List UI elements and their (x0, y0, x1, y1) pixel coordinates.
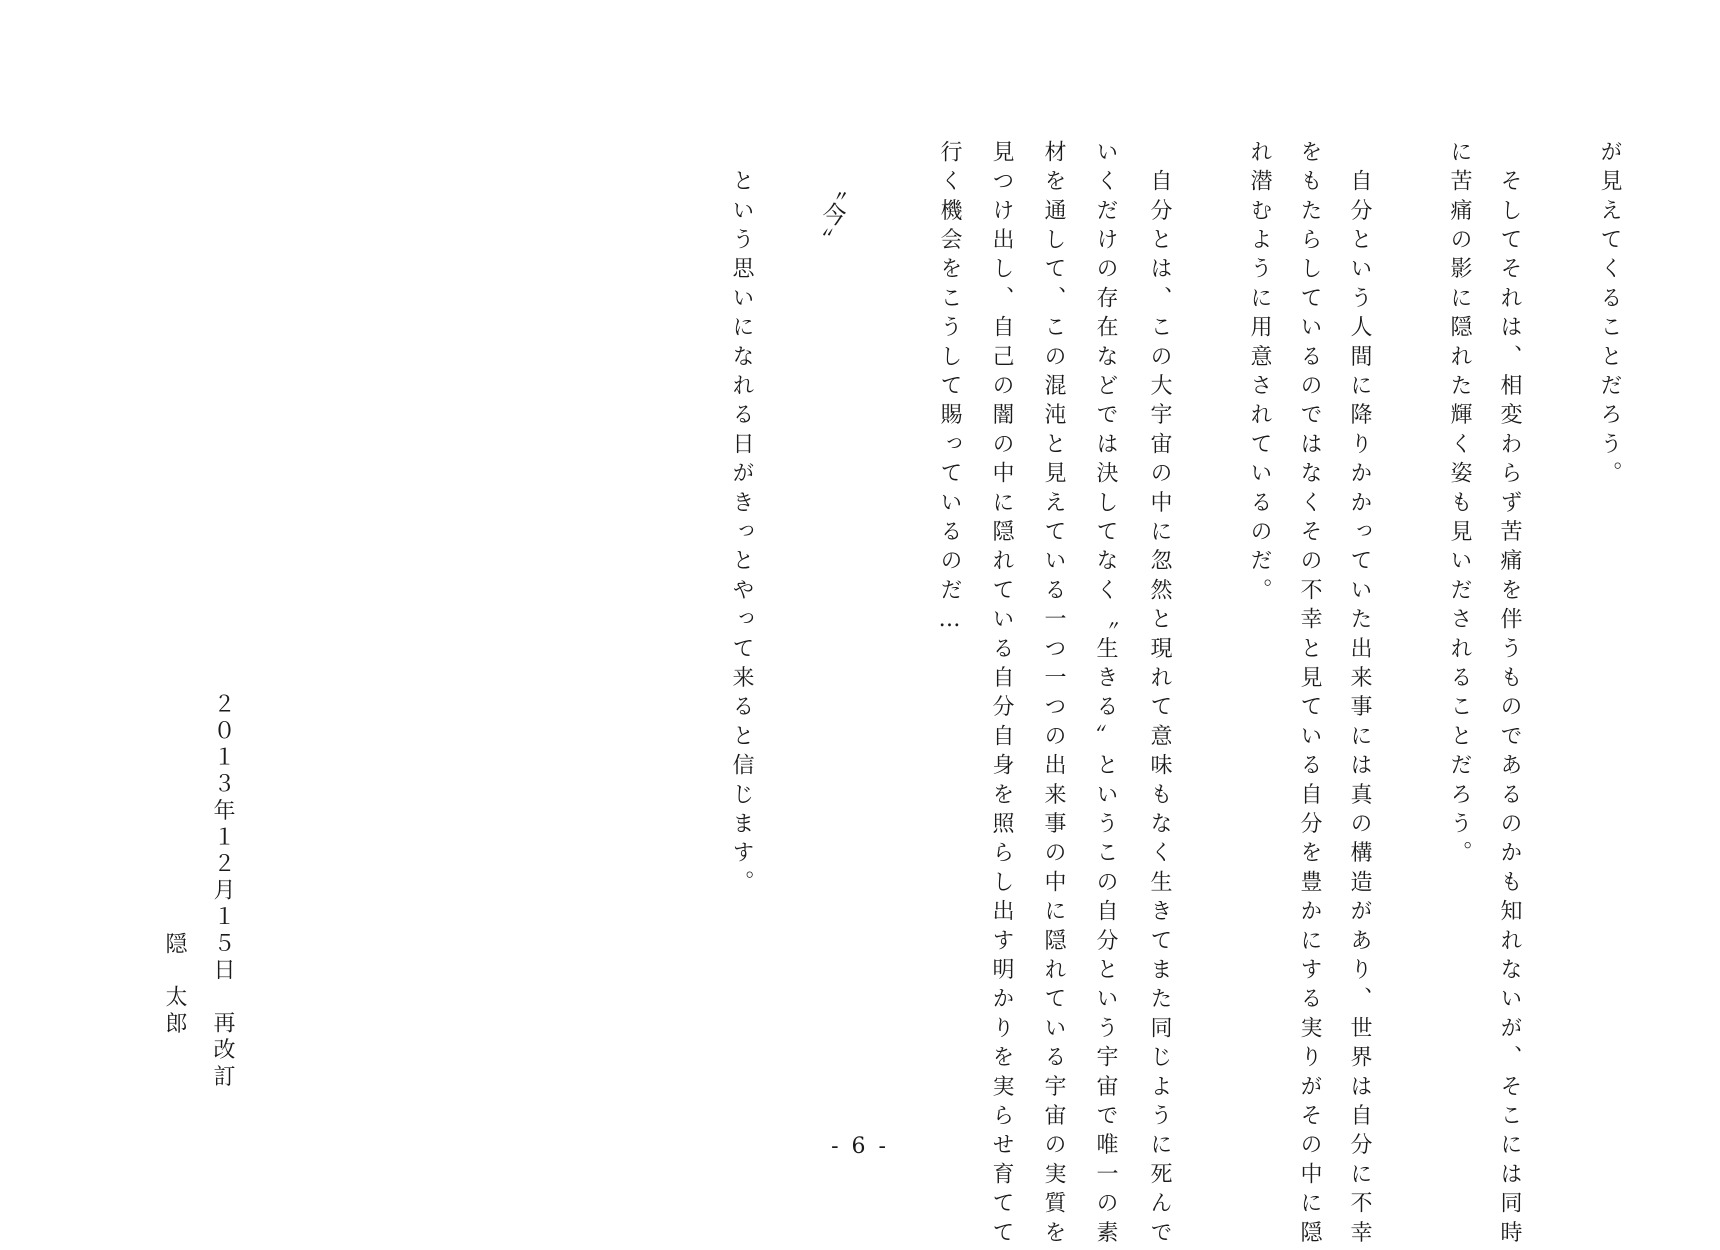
body-line: 材を通して、この混沌と見えている一つ一つの出来事の中に隠れている宇宙の実質を (1041, 140, 1066, 1250)
body-line: に苦痛の影に隠れた輝く姿も見いだされることだろう。 (1447, 140, 1472, 870)
body-line: 見つけ出し、自己の闇の中に隠れている自分自身を照らし出す明かりを実らせ育てて (989, 140, 1014, 1250)
author-name: 隠 太郎 (162, 932, 187, 1039)
closing-line: という思いになれる日がきっとやって来ると信じます。 (729, 140, 754, 900)
body-line: 自分とは、この大宇宙の中に忽然と現れて意味もなく生きてまた同じように死んで (1147, 140, 1172, 1250)
section-heading: 〝今〟 (818, 176, 846, 254)
body-line: 行く機会をこうして賜っているのだ… (937, 140, 962, 640)
body-line: れ潜むように用意されているのだ。 (1247, 140, 1272, 608)
body-line: いくだけの存在などでは決してなく〝生きる〟というこの自分という宇宙で唯一の素 (1093, 140, 1118, 1250)
body-line: をもたらしているのではなくその不幸と見ている自分を豊かにする実りがその中に隠 (1297, 140, 1322, 1250)
page-number: - 6 - (831, 1134, 889, 1159)
body-line: そしてそれは、相変わらず苦痛を伴うものであるのかも知れないが、そこには同時 (1497, 140, 1522, 1250)
body-line: が見えてくることだろう。 (1597, 140, 1622, 491)
revision-date: ２０１３年１２月１５日 再改訂 (210, 692, 235, 1091)
body-line: 自分という人間に降りかかっていた出来事には真の構造があり、世界は自分に不幸 (1347, 140, 1372, 1250)
